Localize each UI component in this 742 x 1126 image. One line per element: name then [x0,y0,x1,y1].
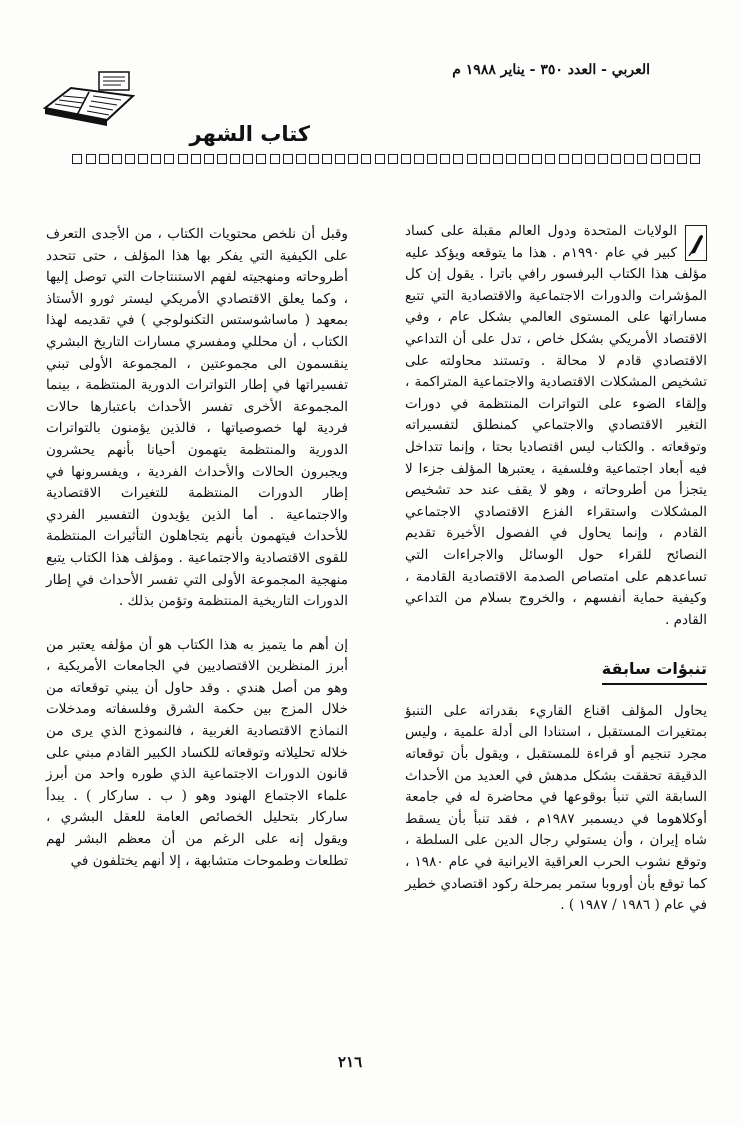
divider-square [506,154,516,164]
divider-square [296,154,306,164]
divider-square [519,154,529,164]
divider-square [348,154,358,164]
quill-icon [685,225,707,261]
divider-square [256,154,266,164]
divider-square [99,154,109,164]
divider-square [651,154,661,164]
divider-square [467,154,477,164]
divider-square [86,154,96,164]
right-paragraph-1-text: الولايات المتحدة ودول العالم مقبلة على كساد كبير في عام ١٩٩٠م . هذا ما يتوقعه ويؤكد عليه مؤلف هذا الكتاب البرفسور رافي باترا . يقول إن كل المؤشرات والدورات الاجتماعية والاقتصادية التي تتبع مساراتها على المستوى العالمي بشكل عام ، وفي الاقتصاد الأمريكي بشكل خاص ، تدل على أن التداعي الاقتصادي قادم لا محالة . وتستند محاولته على تشخيص المشكلات الاقتصادية والاجتماعية المتراكمة ، وإلقاء الضوء على التواترات المنتظمة في دورات التغير الاقتصادي والاجتماعي كمنطلق لتفسيراته وتوقعاته . والكتاب ليس اقتصاديا بحتا ، وإنما تتداخل فيه أبعاد اجتماعية وفلسفية ، يعتبرها المؤلف جزءا لا يتجزأ من أطروحاته ، وهو لا يقف عند حد تشخيص المشكلات واستقراء الفزع الاقتصادي الاجتماعي القادم ، وإنما يحاول في الفصول الأخيرة تقديم النصائح للقراء حول الوسائل والاجراءات التي تساعدهم على امتصاص الصدمة الاقتصادية القادمة ، وكيفية حماية أنفسهم ، والخروج بسلام من التداعي القادم . [405,223,707,628]
divider-square [611,154,621,164]
divider-square [388,154,398,164]
divider-square [270,154,280,164]
divider-square [480,154,490,164]
divider-square [545,154,555,164]
subheading: تنبؤات سابقة [602,658,707,685]
divider-square [401,154,411,164]
divider-square [690,154,700,164]
divider-square [637,154,647,164]
divider-square [493,154,503,164]
divider-square [322,154,332,164]
divider-square [440,154,450,164]
divider-square [125,154,135,164]
divider-square [453,154,463,164]
right-paragraph-1 [405,221,707,631]
divider-square [361,154,371,164]
divider-square [243,154,253,164]
divider-square [375,154,385,164]
divider-square [204,154,214,164]
divider-square [72,154,82,164]
right-paragraph-2: يحاول المؤلف اقناع القاريء بقدراته على التنبؤ بمتغيرات المستقبل ، استنادا الى أدلة علمية ، وليس مجرد تنجيم أو قراءة للمستقبل ، ويقول بأن توقعاته الدقيقة تحققت بشكل مدهش في العديد من الأحداث السابقة التي تنبأ بوقوعها في محاضرة له في جامعة أوكلاهوما في ديسمبر ١٩٨٧م ، فقد تنبأ بأن يسقط شاه إيران ، وأن يستولي رجال الدين على السلطة ، وتوقع نشوب الحرب العراقية الايرانية في عام ١٩٨٠ ، كما توقع بأن أوروبا ستمر بمرحلة ركود اقتصادي خطير في عام ( ١٩٨٦ / ١٩٨٧ ) . [405,702,707,914]
divider-square [572,154,582,164]
divider-square [677,154,687,164]
left-column [46,224,348,872]
divider-square [414,154,424,164]
divider-square [283,154,293,164]
divider-square [151,154,161,164]
divider-square [112,154,122,164]
divider-square [138,154,148,164]
divider-square [559,154,569,164]
divider-squares [72,152,700,166]
divider-square [427,154,437,164]
divider-square [624,154,634,164]
divider-square [309,154,319,164]
divider-square [164,154,174,164]
divider-square [598,154,608,164]
divider-square [178,154,188,164]
open-book-icon [41,68,137,138]
section-title: كتاب الشهر [189,122,310,146]
divider-square [585,154,595,164]
divider-square [230,154,240,164]
divider-square [532,154,542,164]
divider-square [664,154,674,164]
divider-square [217,154,227,164]
left-paragraph-2: إن أهم ما يتميز به هذا الكتاب هو أن مؤلفه يعتبر من أبرز المنظرين الاقتصاديين في الجامعات الأمريكية ، وهو من أصل هندي . وقد حاول أن يبني توقعاته من خلال المزج بين حكمة الشرق وفلسفاته ومدخلات النماذج الاقتصادية الغربية ، فالنموذج الذي يرى من خلاله تحليلاته وتوقعاته للكساد الكبير القادم مبني على قانون الدورات الاجتماعية الذي طوره واحد من أبرز علماء الاجتماع الهنود وهو ( ب . ساركار ) . يبدأ ساركار بتحليل الخصائص العامة للعقل البشري ، ويقول إنه على الرغم من أن معظم البشر لهم تطلعات وطموحات متشابهة ، إلا أنهم يختلفون في [46,636,348,869]
page-number: ٢١٦ [338,1053,363,1071]
divider-square [191,154,201,164]
left-paragraph-1: وقبل أن نلخص محتويات الكتاب ، من الأجدى التعرف على الكيفية التي يفكر بها هذا المؤلف ، حتى تتحدد أطروحاته ومنهجيته لفهم الاستنتاجات التي توصل إليها ، وكما يعلق الاقتصادي الأمريكي ليستر ثورو الأستاذ بمعهد ( ماساشوستس التكنولوجي ) في تقديمه لهذا الكتاب ، أن محللي ومفسري مسارات التاريخ البشري ينقسمون الى مجموعتين ، المجموعة الأولى تبني تفسيراتها في إطار التواترات الدورية المنتظمة ، بينما المجموعة الأخرى تفسر الأحداث باعتبارها حالات فردية لها خصوصياتها ، فالذين يؤمنون بالتواترات الدورية والمنتظمة يتهمون أحيانا بأنهم يحشرون ويجبرون الحالات والأحداث الفردية ، ويفسرونها في إطار الدورات المنتظمة للتغيرات الاقتصادية والاجتماعية . أما الذين يؤيدون التفسير الفردي للأحداث فيتهمون بأنهم يتجاهلون التأثيرات المنتظمة للقوى الاقتصادية والاجتماعية . ومؤلف هذا الكتاب يتبع منهجية المجموعة الأولى التي تفسر الأحداث في إطار الدورات التاريخية المنتظمة وتؤمن بذلك . [46,226,348,610]
right-column [405,221,707,917]
divider-square [335,154,345,164]
running-head: العربي - العدد ٣٥٠ - يناير ١٩٨٨ م [452,62,650,78]
